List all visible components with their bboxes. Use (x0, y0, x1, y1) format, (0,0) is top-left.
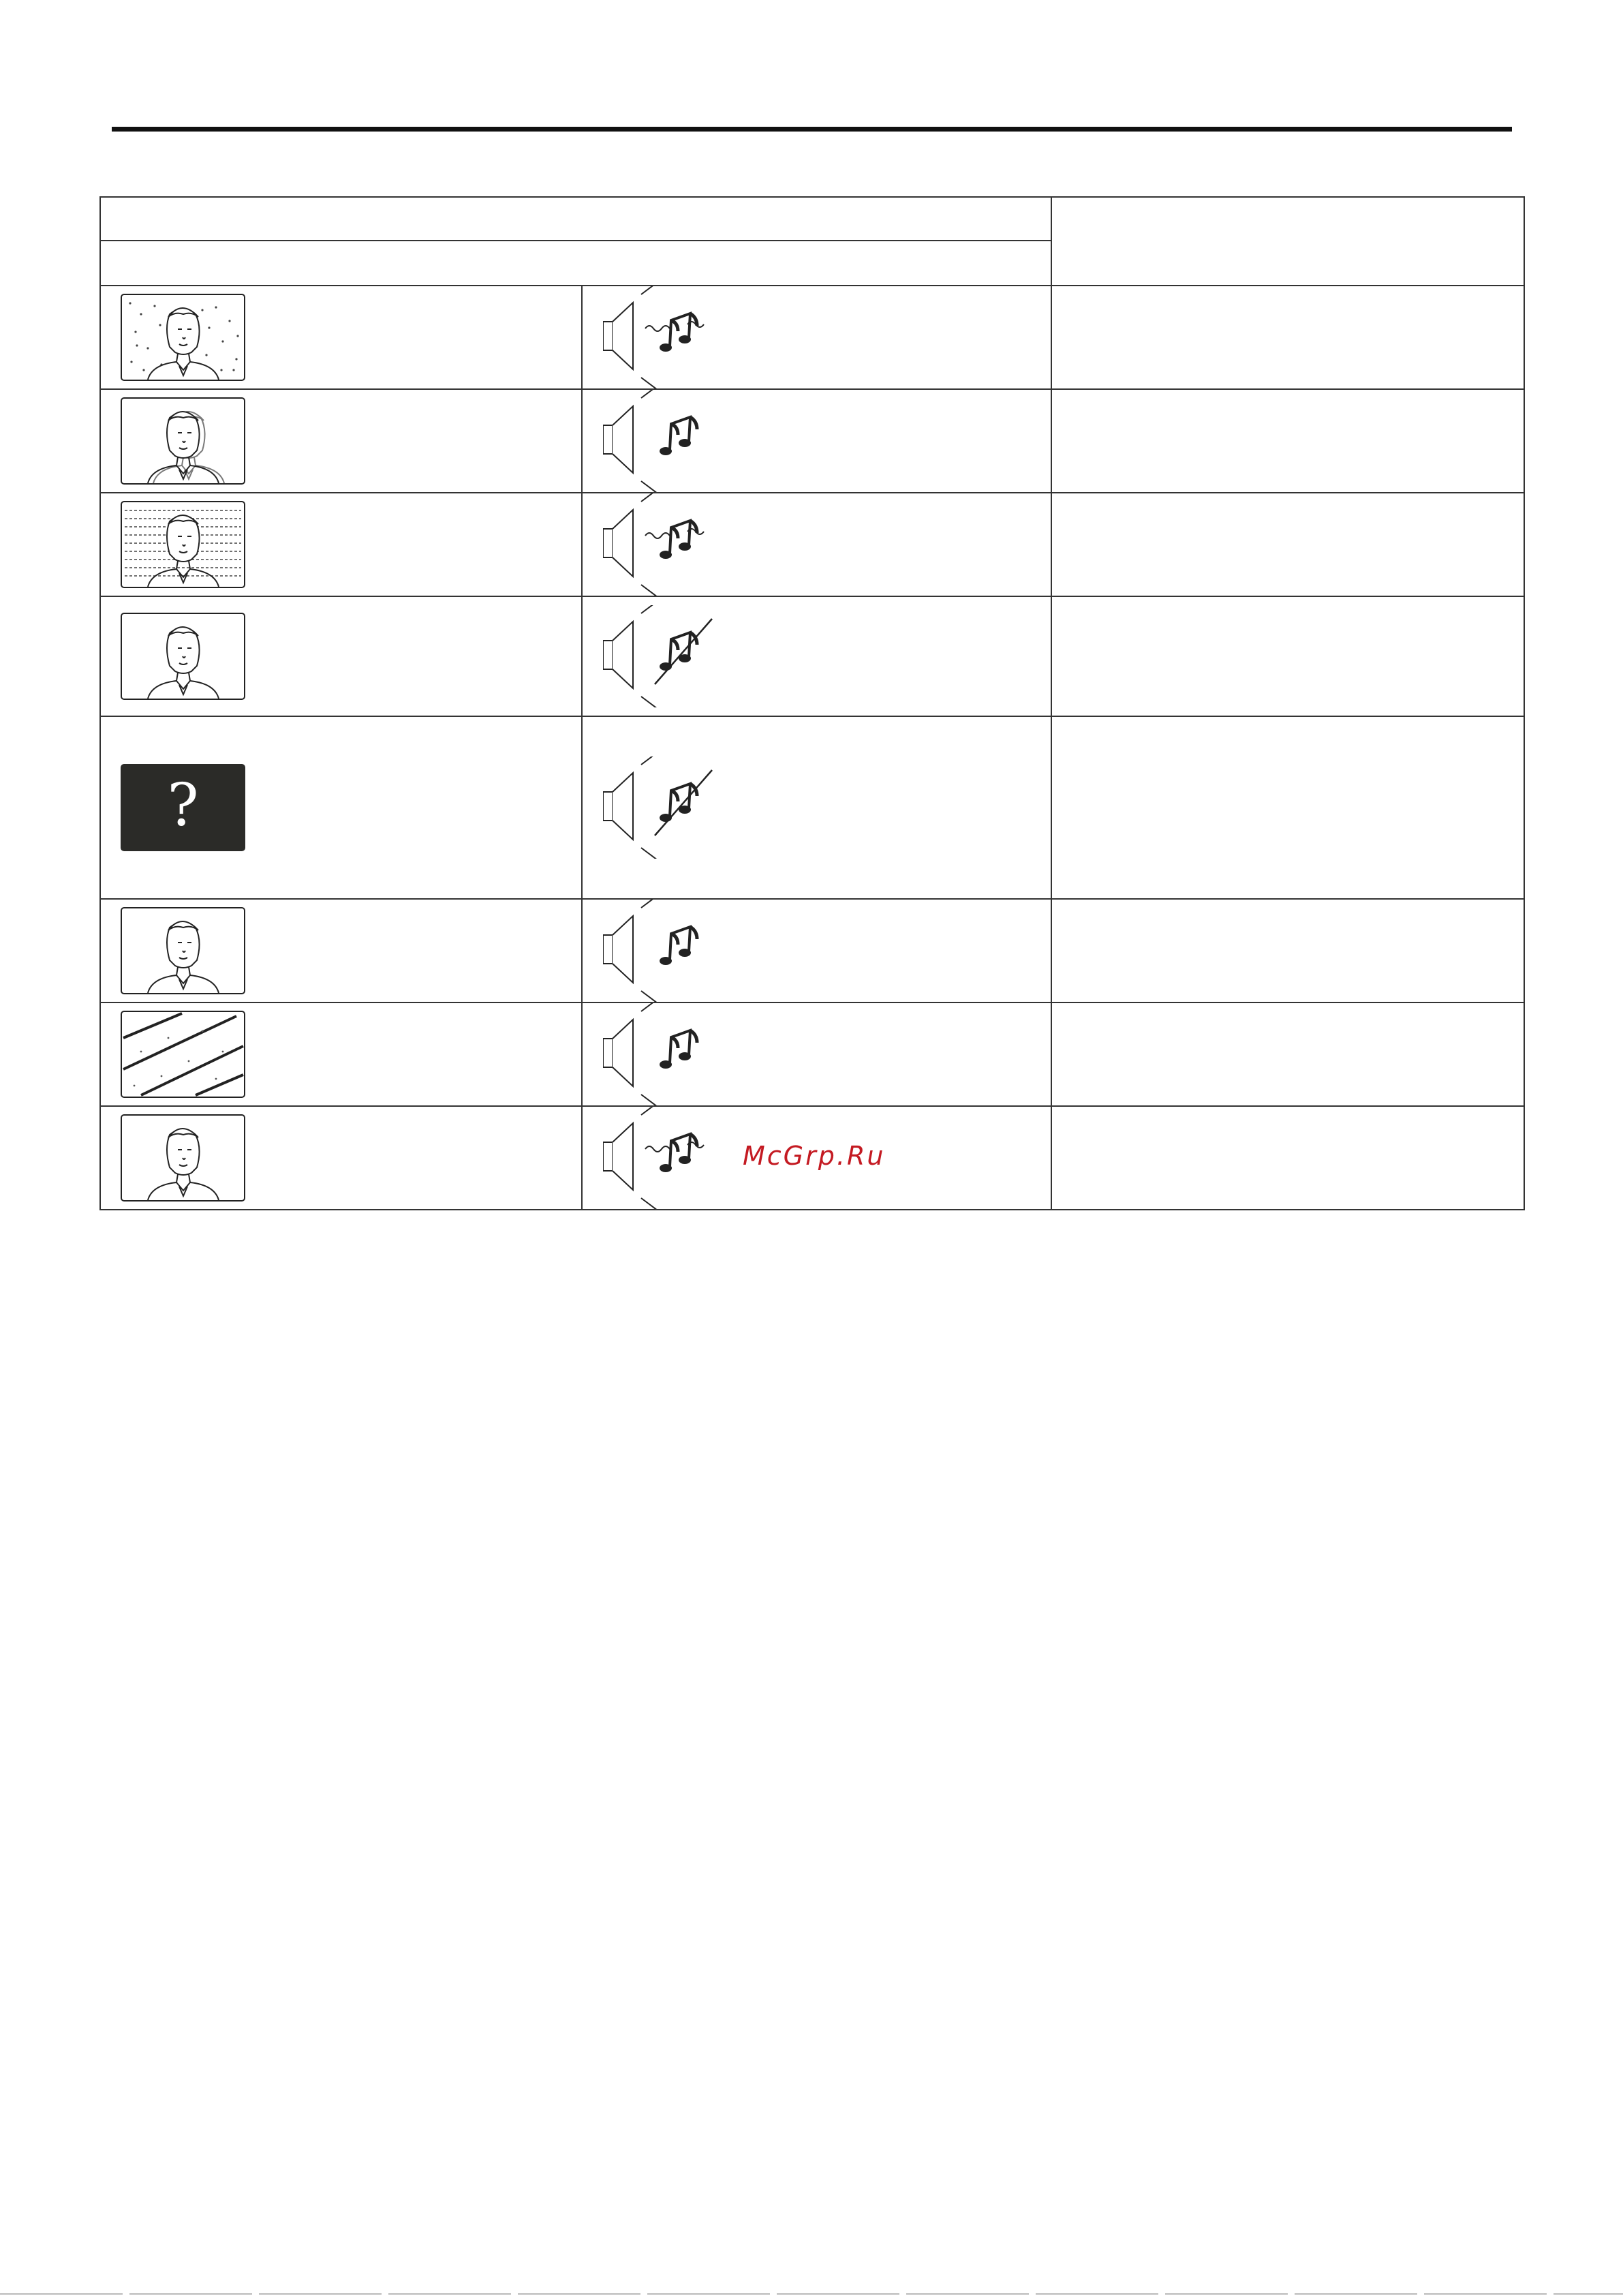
picture-cell (100, 286, 582, 389)
ghost-picture-icon (121, 397, 245, 485)
top-rule (112, 127, 1512, 132)
troubleshooting-table (99, 196, 1525, 1210)
normal-sound-icon (603, 1003, 876, 1105)
table-row (100, 1106, 1524, 1210)
picture-cell (100, 1106, 582, 1210)
remedy-cell (1051, 716, 1524, 899)
table-row (100, 596, 1524, 716)
picture-cell (100, 493, 582, 596)
normal-picture-icon (121, 613, 245, 700)
noisy-sound-icon (603, 493, 876, 596)
remedy-cell (1051, 1106, 1524, 1210)
sound-cell (582, 1002, 1051, 1106)
sound-cell (582, 1106, 1051, 1210)
table-row (100, 389, 1524, 493)
remedy-cell (1051, 389, 1524, 493)
sound-cell (582, 596, 1051, 716)
no-sound-icon (603, 605, 876, 707)
picture-cell (100, 1002, 582, 1106)
no-sound-icon (603, 756, 876, 859)
table-row (100, 1002, 1524, 1106)
watermark-text: McGrp.Ru (743, 1141, 886, 1171)
remedy-cell (1051, 596, 1524, 716)
diagonal-bars-picture-icon (121, 1011, 245, 1098)
header-title-2 (100, 241, 1051, 286)
sound-cell (582, 286, 1051, 389)
header-remedy (1051, 197, 1524, 286)
header-row-1 (100, 197, 1524, 241)
remedy-cell (1051, 286, 1524, 389)
bottom-edge (0, 2293, 1623, 2295)
sound-cell (582, 899, 1051, 1002)
remedy-cell (1051, 899, 1524, 1002)
table-row (100, 899, 1524, 1002)
picture-cell (100, 596, 582, 716)
picture-cell (100, 716, 582, 899)
picture-cell (100, 899, 582, 1002)
normal-picture-icon (121, 1114, 245, 1201)
picture-cell (100, 389, 582, 493)
table-row (100, 286, 1524, 389)
remedy-cell (1051, 1002, 1524, 1106)
interference-lines-picture-icon (121, 501, 245, 588)
sound-cell (582, 493, 1051, 596)
sound-cell (582, 389, 1051, 493)
question-mark: ? (167, 771, 199, 840)
noisy-sound-icon (603, 286, 876, 388)
snowy-picture-icon (121, 294, 245, 381)
normal-sound-icon (603, 900, 876, 1002)
table-row (100, 716, 1524, 899)
sound-cell (582, 716, 1051, 899)
header-title-1 (100, 197, 1051, 241)
remedy-cell (1051, 493, 1524, 596)
no-picture-screen (121, 764, 245, 851)
normal-picture-icon (121, 907, 245, 994)
table-row (100, 493, 1524, 596)
normal-sound-icon (603, 390, 876, 492)
